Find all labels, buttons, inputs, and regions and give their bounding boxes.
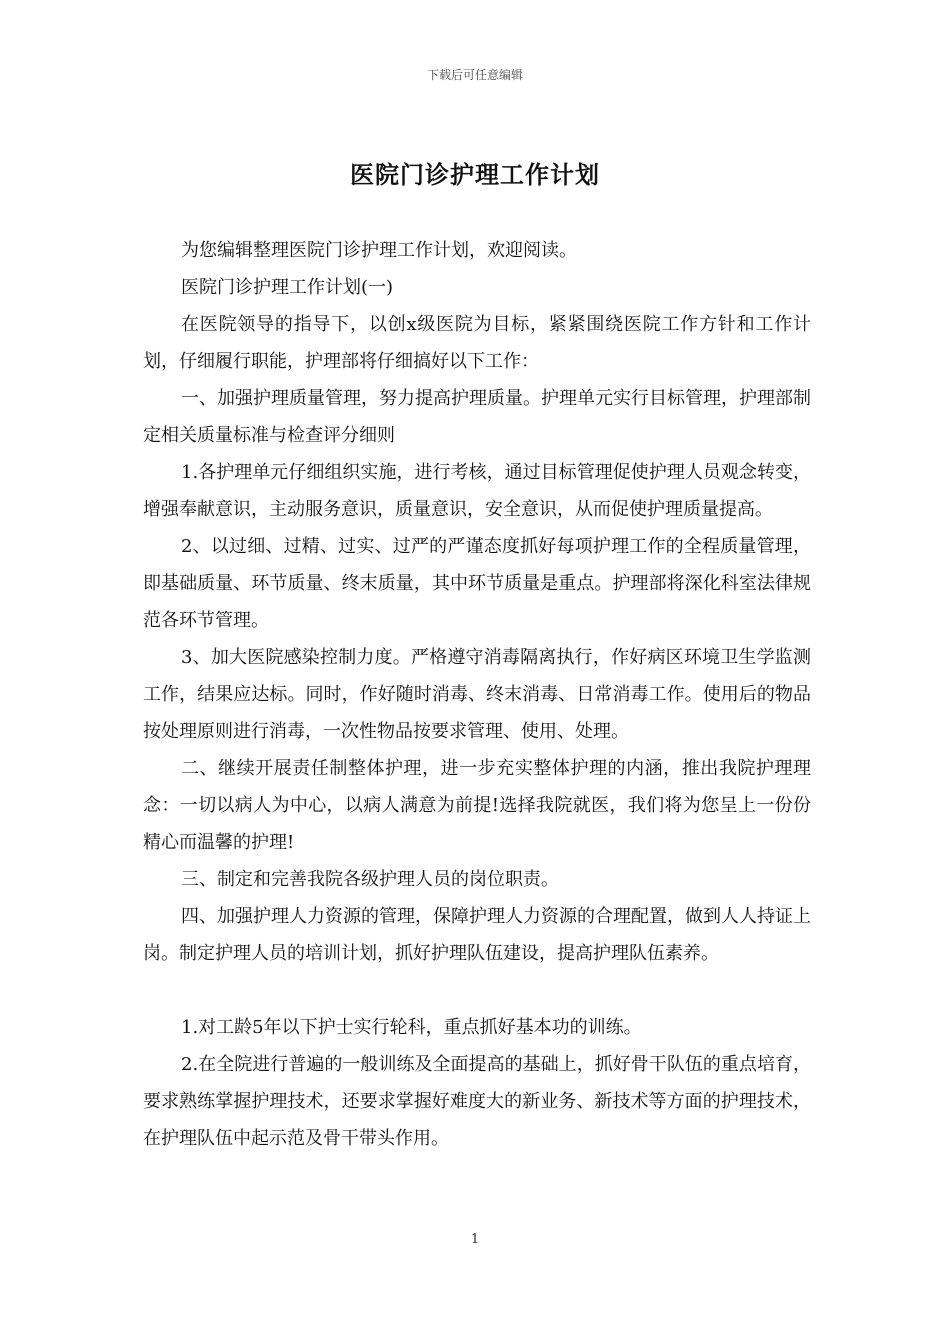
paragraph: 四、加强护理人力资源的管理，保障护理人力资源的合理配置，做到人人持证上岗。制定护理人员的培训计划，抓好护理队伍建设，提高护理队伍素养。	[143, 906, 811, 964]
paragraph: 2、以过细、过精、过实、过严的严谨态度抓好每项护理工作的全程质量管理，即基础质量、环节质量、终末质量，其中环节质量是重点。护理部将深化科室法律规范各环节管理。	[143, 536, 811, 631]
section-heading: 医院门诊护理工作计划(一)	[181, 277, 394, 298]
paragraph: 3、加大医院感染控制力度。严格遵守消毒隔离执行，作好病区环境卫生学监测工作，结果应达标。同时，作好随时消毒、终末消毒、日常消毒工作。使用后的物品按处理原则进行消毒，一次性物品按要求管理、使用、处理。	[143, 647, 811, 742]
document-body	[143, 232, 811, 1157]
document-title: 医院门诊护理工作计划	[350, 160, 600, 189]
paragraph: 1.对工龄5年以下护士实行轮科，重点抓好基本功的训练。	[181, 1017, 642, 1038]
paragraph: 三、制定和完善我院各级护理人员的岗位职责。	[181, 869, 559, 890]
paragraph: 2.在全院进行普遍的一般训练及全面提高的基础上，抓好骨干队伍的重点培育，要求熟练掌握护理技术，还要求掌握好难度大的新业务、新技术等方面的护理技术，在护理队伍中起示范及骨干带头作用。	[143, 1054, 811, 1149]
header-note: 下载后可任意编辑	[426, 68, 523, 82]
paragraph: 二、继续开展责任制整体护理，进一步充实整体护理的内涵，推出我院护理理念：一切以病人为中心，以病人满意为前提!选择我院就医，我们将为您呈上一份份精心而温馨的护理!	[143, 758, 811, 853]
paragraph: 1.各护理单元仔细组织实施，进行考核，通过目标管理促使护理人员观念转变，增强奉献意识，主动服务意识，质量意识，安全意识，从而促使护理质量提高。	[143, 462, 811, 520]
paragraph: 在医院领导的指导下，以创x级医院为目标，紧紧围绕医院工作方针和工作计划，仔细履行职能，护理部将仔细搞好以下工作：	[143, 314, 811, 372]
paragraph: 一、加强护理质量管理，努力提高护理质量。护理单元实行目标管理，护理部制定相关质量标准与检查评分细则	[143, 388, 811, 446]
page-number: 1	[470, 1232, 480, 1247]
intro-paragraph: 为您编辑整理医院门诊护理工作计划，欢迎阅读。	[181, 240, 577, 261]
